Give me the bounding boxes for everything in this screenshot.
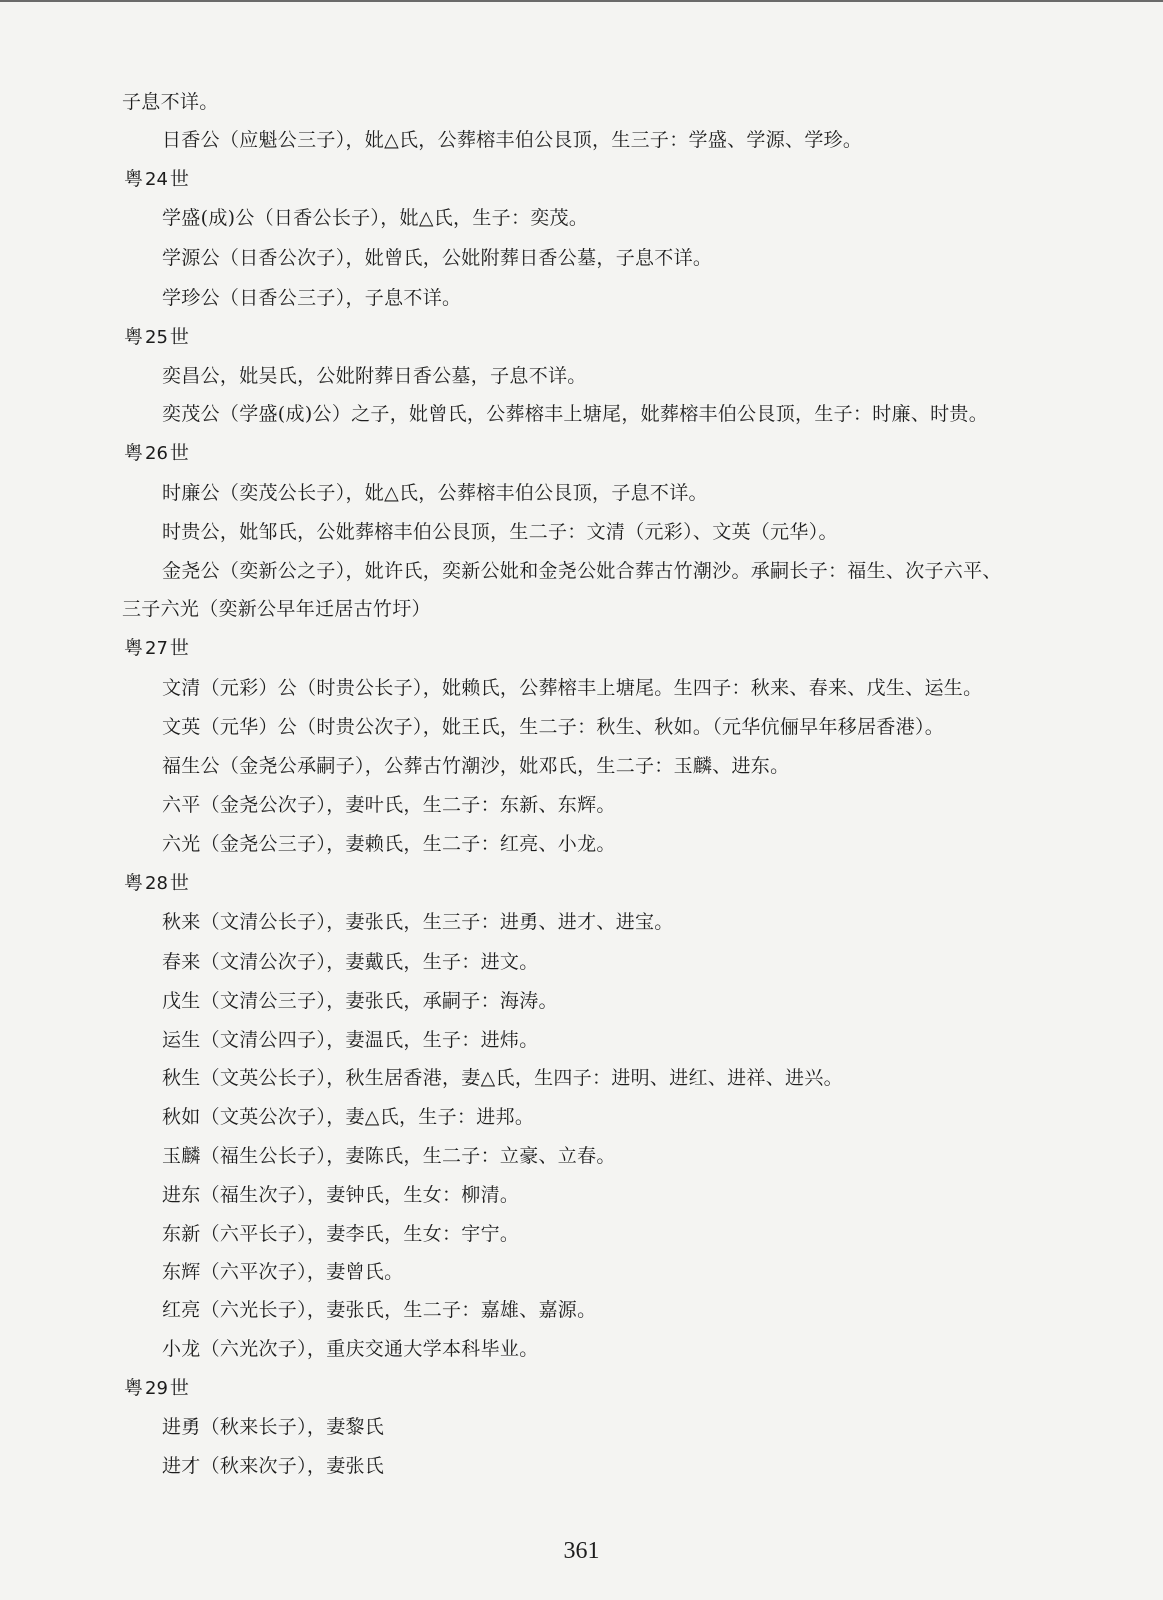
text-line: 文清（元彩）公（时贵公长子），妣赖氏，公葬榕丰上塘尾。生四子：秋来、春来、戊生、运生。 <box>162 677 983 699</box>
text-line: 东辉（六平次子），妻曾氏。 <box>162 1261 404 1283</box>
text-line: 运生（文清公四子），妻温氏，生子：进炜。 <box>162 1029 539 1051</box>
text-line: 小龙（六光次子），重庆交通大学本科毕业。 <box>162 1338 539 1360</box>
generation-heading: 粤 24 世 <box>124 168 189 190</box>
text-line: 进勇（秋来长子），妻黎氏 <box>162 1416 385 1438</box>
generation-heading: 粤 28 世 <box>124 872 189 894</box>
text-line: 玉麟（福生公长子），妻陈氏，生二子：立豪、立春。 <box>162 1145 616 1167</box>
text-line: 文英（元华）公（时贵公次子），妣王氏，生二子：秋生、秋如。（元华伉俪早年移居香港）。 <box>162 716 945 738</box>
text-line: 奕茂公（学盛(成)公）之子，妣曾氏，公葬榕丰上塘尾，妣葬榕丰伯公艮顶，生子：时廉、时贵。 <box>162 403 989 425</box>
page-number: 361 <box>563 1538 600 1564</box>
text-line: 进东（福生次子），妻钟氏，生女：柳清。 <box>162 1184 520 1206</box>
text-line: 六平（金尧公次子），妻叶氏，生二子：东新、东辉。 <box>162 794 616 816</box>
text-line: 秋生（文英公长子），秋生居香港，妻△氏，生四子：进明、进红、进祥、进兴。 <box>162 1067 843 1089</box>
generation-heading: 粤 27 世 <box>124 637 189 659</box>
generation-heading: 粤 29 世 <box>124 1377 189 1399</box>
text-line: 六光（金尧公三子），妻赖氏，生二子：红亮、小龙。 <box>162 833 616 855</box>
text-line: 子息不详。 <box>122 91 219 113</box>
text-line: 福生公（金尧公承嗣子），公葬古竹潮沙，妣邓氏，生二子：玉麟、进东。 <box>162 755 790 777</box>
generation-heading: 粤 25 世 <box>124 326 189 348</box>
text-line: 红亮（六光长子），妻张氏，生二子：嘉雄、嘉源。 <box>162 1299 597 1321</box>
text-line: 秋来（文清公长子），妻张氏，生三子：进勇、进才、进宝。 <box>162 911 674 933</box>
generation-heading: 粤 26 世 <box>124 442 189 464</box>
text-line: 时贵公，妣邹氏，公妣葬榕丰伯公艮顶，生二子：文清（元彩）、文英（元华）。 <box>162 521 838 543</box>
text-line: 进才（秋来次子），妻张氏 <box>162 1455 385 1477</box>
text-line: 三子六光（奕新公早年迁居古竹圩） <box>122 598 431 620</box>
text-line: 奕昌公，妣吴氏，公妣附葬日香公墓，子息不详。 <box>162 365 587 387</box>
text-line: 时廉公（奕茂公长子），妣△氏，公葬榕丰伯公艮顶，子息不详。 <box>162 482 708 504</box>
text-line: 学盛(成)公（日香公长子），妣△氏，生子：奕茂。 <box>162 207 589 229</box>
text-line: 春来（文清公次子），妻戴氏，生子：进文。 <box>162 951 539 973</box>
text-line: 学珍公（日香公三子），子息不详。 <box>162 287 462 309</box>
text-line: 戊生（文清公三子），妻张氏，承嗣子：海涛。 <box>162 990 558 1012</box>
text-line: 学源公（日香公次子），妣曾氏，公妣附葬日香公墓，子息不详。 <box>162 247 713 269</box>
text-line: 金尧公（奕新公之子），妣许氏，奕新公妣和金尧公妣合葬古竹潮沙。承嗣长子：福生、次子六平、 <box>162 560 1002 582</box>
text-line: 秋如（文英公次子），妻△氏，生子：进邦。 <box>162 1106 535 1128</box>
text-line: 东新（六平长子），妻李氏，生女：宇宁。 <box>162 1223 520 1245</box>
text-line: 日香公（应魁公三子），妣△氏，公葬榕丰伯公艮顶，生三子：学盛、学源、学珍。 <box>162 129 863 151</box>
